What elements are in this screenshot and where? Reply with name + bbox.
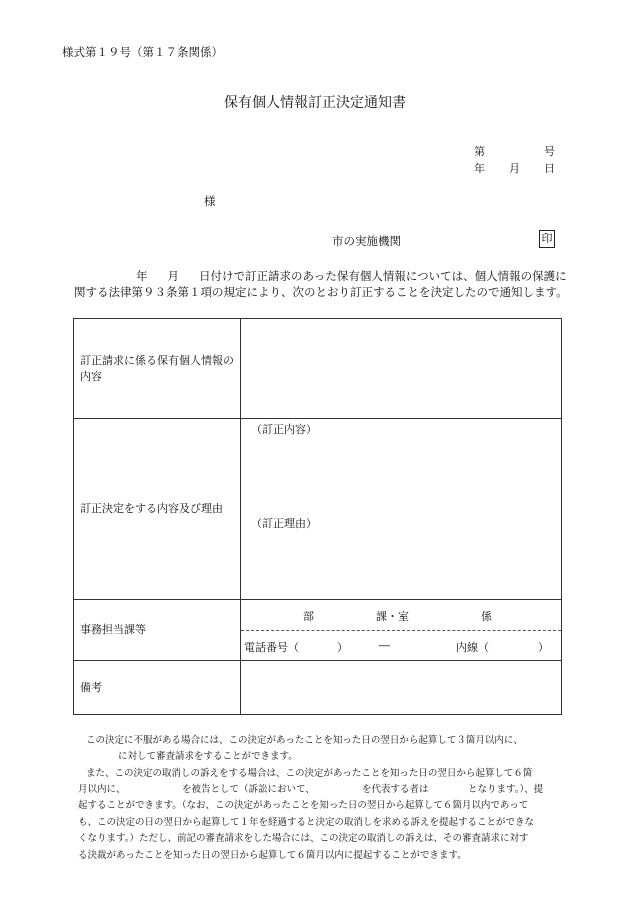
date-month: 月 [509, 162, 520, 175]
table-row [74, 419, 562, 600]
decision-table [73, 318, 562, 715]
note-line-2: に対して審査請求をすることができます。 [118, 751, 298, 762]
row-label-office: 事務担当課等 [74, 600, 241, 661]
dept-line[interactable] [241, 600, 561, 630]
note-line-6: も、この決定の日の翌日から起算して１年を経過すると決定の取消しを求める訴えを提起することができな [78, 817, 535, 828]
intro-text: 日付けで訂正請求のあった保有個人情報については、個人情報の保護に関する法律第９３条第１項の規定により、次のとおり訂正することを決定したので通知します。 [74, 269, 568, 299]
dept-label: 部 [303, 610, 314, 623]
phone-label: 電話番号（ [244, 641, 299, 654]
page-title: 保有個人情報訂正決定通知書 [224, 95, 406, 111]
note-line-4c: を代表する者は [362, 784, 429, 795]
section-label: 課・室 [376, 610, 409, 623]
number-suffix: 号 [544, 145, 555, 158]
agency-name: 市の実施機関 [332, 234, 401, 248]
note-line-4b: を被告として（訴訟において、 [182, 784, 315, 795]
note-line-5: 起することができます。（なお、この決定があったことを知った日の翌日から起算して６箇月以内であって [78, 800, 529, 811]
row-label-remarks: 備考 [74, 661, 241, 715]
note-line-1: この決定に不服がある場合には、この決定があったことを知った日の翌日から起算して３箇月以内に、 [86, 735, 523, 746]
table-row [74, 661, 562, 715]
correction-reason-area[interactable] [241, 511, 561, 599]
note-line-3: また、この決定の取消しの訴えをする場合は、この決定があったことを知った日の翌日から起算して６箇 [86, 768, 533, 779]
intro-month: 月 [167, 269, 179, 283]
table-row [74, 600, 562, 661]
correction-reason-label: （訂正理由） [251, 517, 317, 530]
date-year: 年 [474, 162, 485, 175]
phone-dash: ― [379, 639, 390, 652]
content-cell[interactable] [241, 319, 562, 419]
intro-year: 年 [136, 269, 148, 283]
note-line-8: る決裁があったことを知った日の翌日から起算して６箇月以内に提起することができます。 [78, 850, 467, 861]
decision-cell [241, 419, 562, 600]
row-label-content: 訂正請求に係る保有個人情報の内容 [74, 319, 241, 419]
office-cell [241, 600, 562, 661]
remarks-cell[interactable] [241, 661, 562, 715]
number-prefix: 第 [474, 145, 485, 158]
note-line-4d: となります。）、提 [468, 784, 544, 795]
correction-content-area[interactable] [241, 419, 561, 511]
correction-content-label: （訂正内容） [251, 423, 317, 436]
extension-close: ） [538, 641, 549, 654]
date-day: 日 [544, 162, 555, 175]
date-line [474, 160, 555, 177]
note-line-4a: 月以内に、 [78, 784, 126, 795]
form-id: 様式第１９号（第１７条関係） [62, 45, 223, 59]
number-date-block [474, 143, 555, 177]
unit-label: 係 [481, 610, 492, 623]
note-line-7: くなります。）ただし、前記の審査請求をした場合には、この決定の取消しの訴えは、その審査請求に対す [78, 833, 529, 844]
row-label-decision: 訂正決定をする内容及び理由 [74, 419, 241, 600]
table-row [74, 319, 562, 419]
phone-close: ） [337, 641, 348, 654]
extension-label: 内線（ [456, 641, 489, 654]
phone-line[interactable] [241, 630, 561, 660]
seal-mark: 印 [539, 230, 555, 248]
number-line [474, 143, 555, 160]
recipient-suffix: 様 [204, 194, 216, 208]
intro-paragraph [74, 268, 574, 300]
